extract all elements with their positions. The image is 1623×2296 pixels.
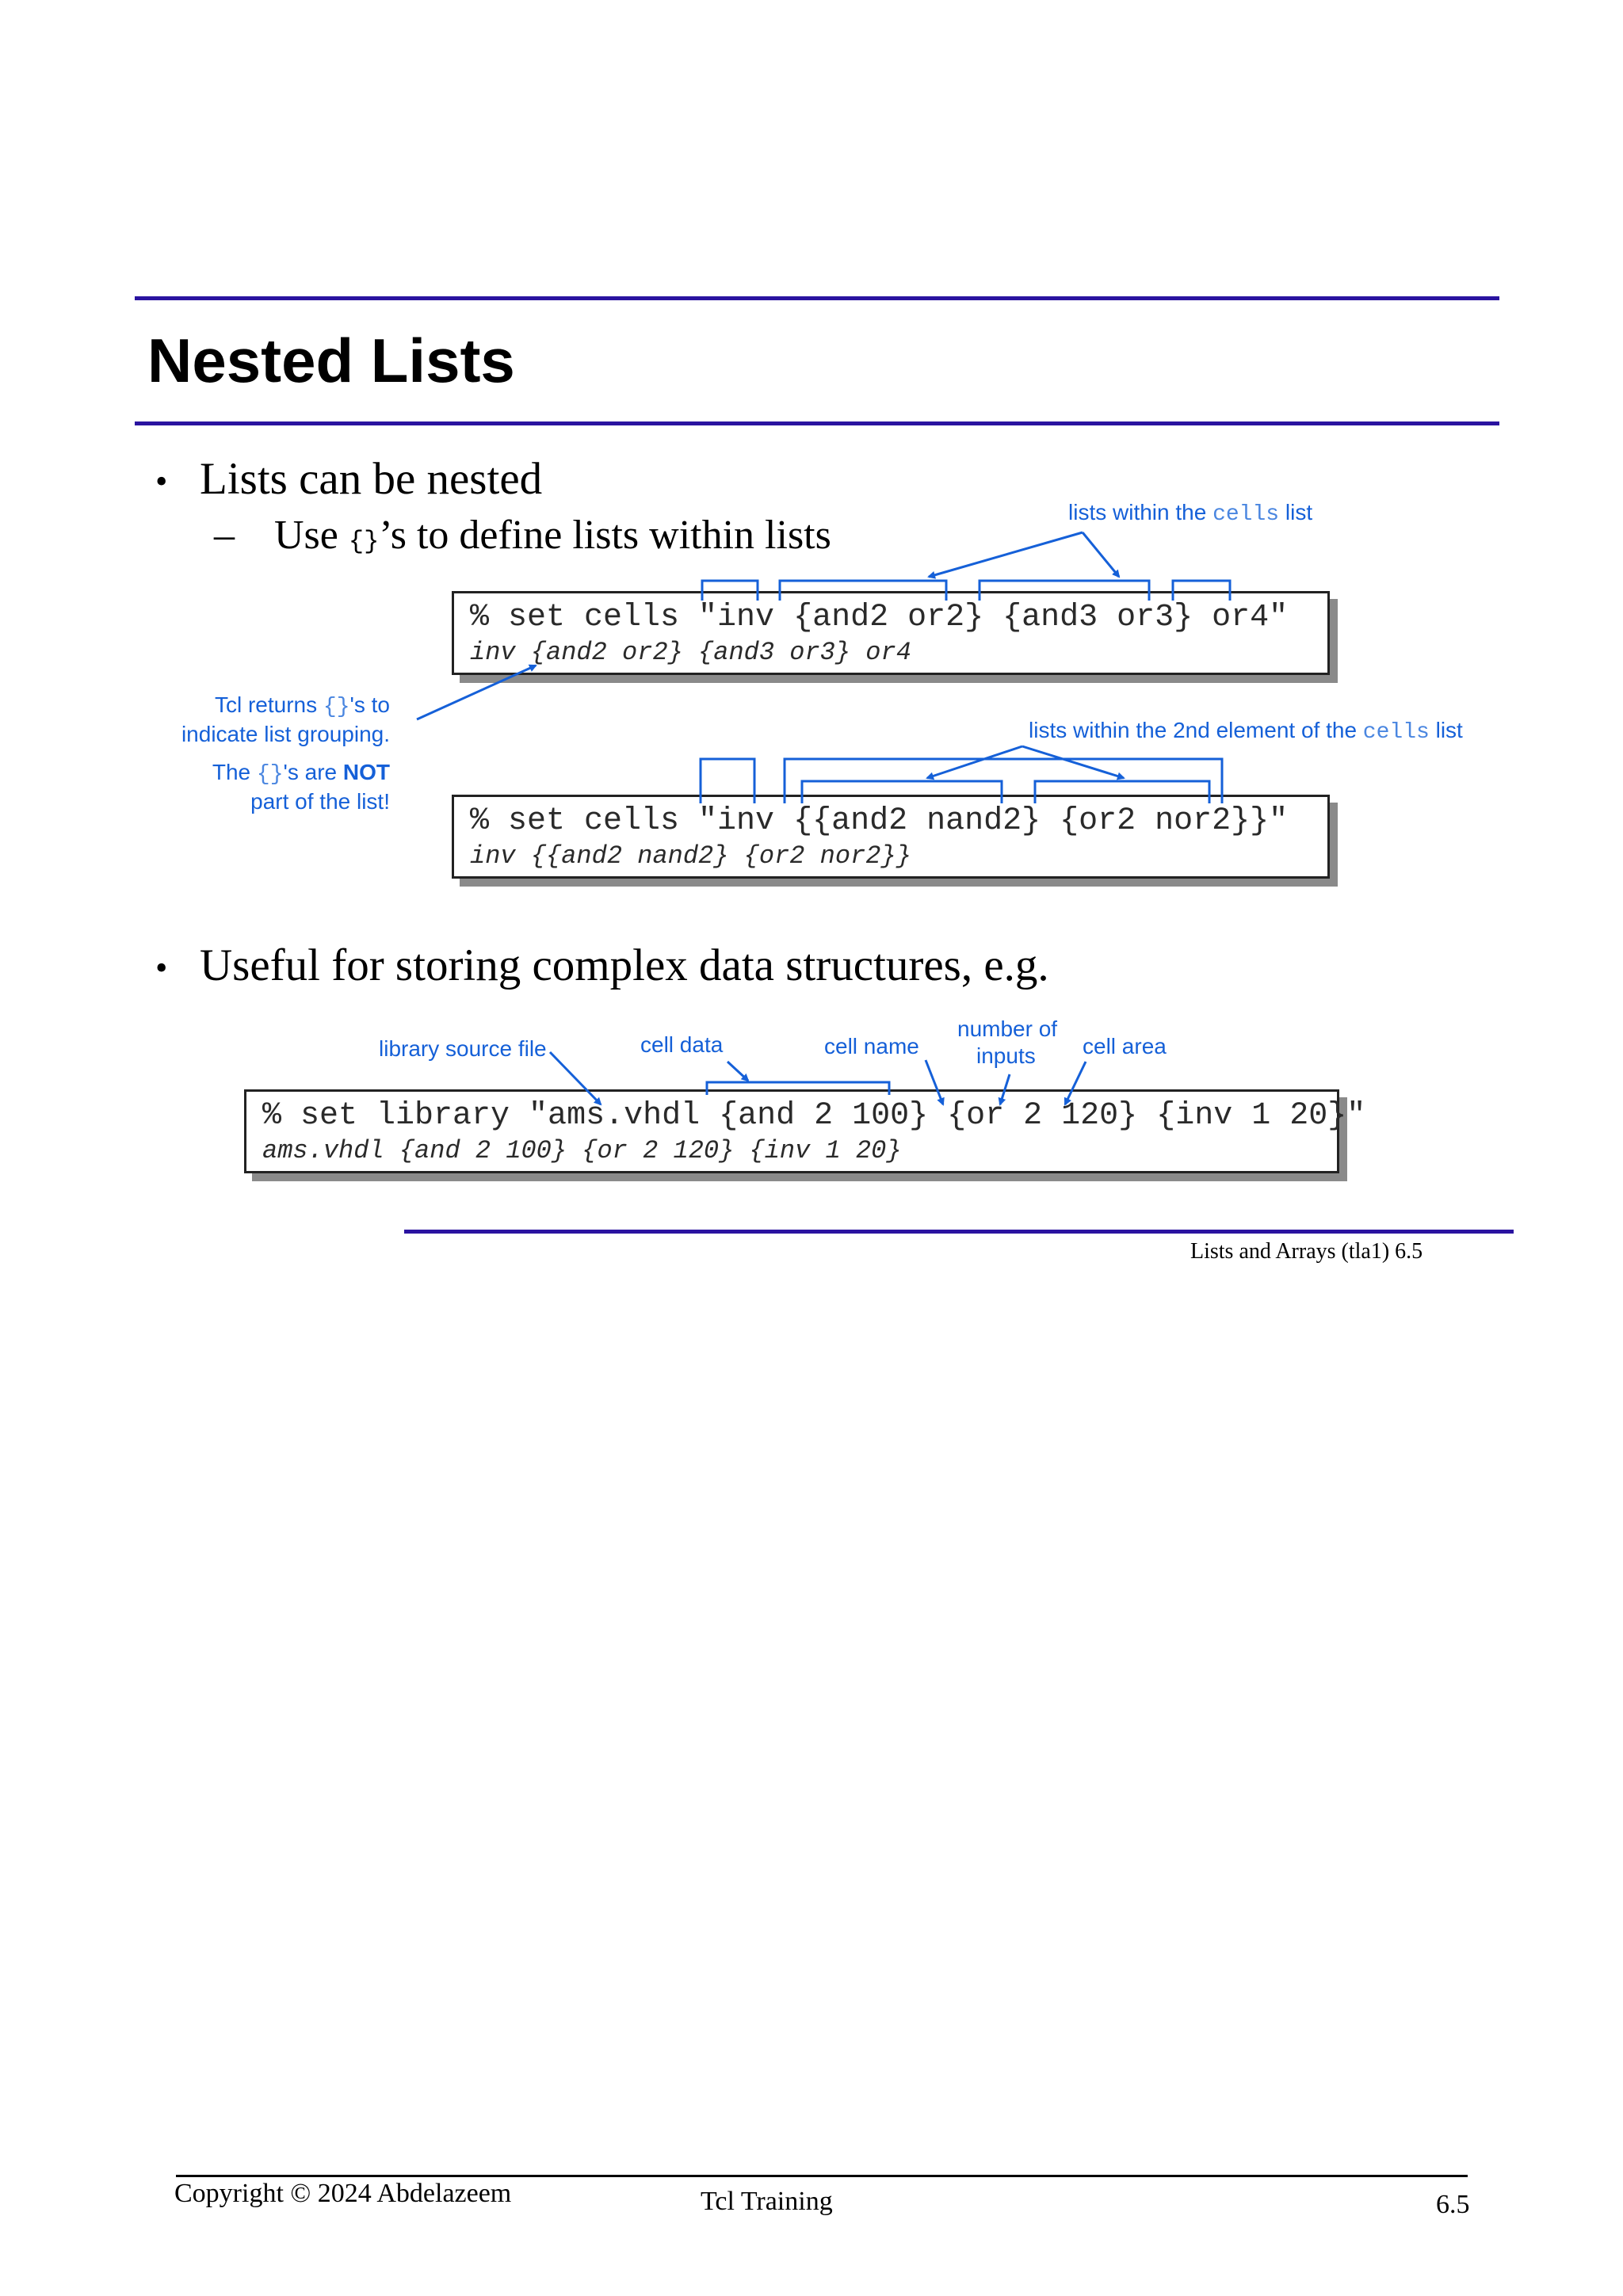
bracket-1-and3or3 bbox=[980, 581, 1149, 601]
bullet-glyph-2: • bbox=[155, 948, 168, 987]
bracket-2-inv bbox=[701, 759, 754, 803]
annotation-lists-within-post: list bbox=[1279, 500, 1313, 524]
annotation-tcl-returns-code: {} bbox=[323, 695, 350, 719]
code-box-2-output: inv {{and2 nand2} {or2 nor2}} bbox=[470, 841, 911, 871]
sub-bullet-dash: – bbox=[214, 513, 235, 558]
annotation-second-code: cells bbox=[1362, 720, 1430, 745]
annotation-the-post: 's are bbox=[283, 760, 343, 784]
page-footer-rule bbox=[176, 2175, 1468, 2177]
code-box-1-command: % set cells "inv {and2 or2} {and3 or3} or4" bbox=[470, 600, 1289, 635]
footer-page-number: 6.5 bbox=[1436, 2190, 1470, 2219]
annotation-part-of: part of the list! bbox=[250, 789, 390, 814]
bracket-cell-data bbox=[707, 1082, 889, 1095]
annotation-inputs: inputs bbox=[976, 1043, 1036, 1068]
arrow-tcl-returns bbox=[417, 666, 536, 719]
code-box-2-command: % set cells "inv {{and2 nand2} {or2 nor2}}" bbox=[470, 803, 1289, 839]
annotation-cell-area: cell area bbox=[1083, 1034, 1167, 1058]
arrow-cell-name bbox=[926, 1060, 943, 1104]
annotation-library-source-file: library source file bbox=[379, 1036, 547, 1061]
annotation-number-of: number of bbox=[957, 1016, 1058, 1041]
annotation-the-code: {} bbox=[256, 762, 284, 787]
annotation-tcl-returns-pre: Tcl returns bbox=[214, 692, 323, 717]
annotation-cell-data: cell data bbox=[640, 1032, 724, 1057]
annotation-not: NOT bbox=[342, 760, 390, 784]
annotation-lists-within-code: cells bbox=[1212, 502, 1280, 527]
bracket-1-or4 bbox=[1173, 581, 1230, 601]
annotation-lists-within-pre: lists within the bbox=[1068, 500, 1213, 524]
bullet-2-text: Useful for storing complex data structures, e.g. bbox=[200, 940, 1049, 990]
section-footer-rule bbox=[404, 1230, 1514, 1234]
arrow-lists-within-left bbox=[929, 532, 1083, 577]
code-box-1-output: inv {and2 or2} {and3 or3} or4 bbox=[470, 638, 911, 667]
sub-bullet-code: {} bbox=[348, 527, 380, 556]
bracket-2-and2nand2 bbox=[802, 781, 1002, 803]
annotation-second-post: list bbox=[1429, 718, 1463, 742]
bullet-glyph-1: • bbox=[155, 462, 168, 501]
annotation-cell-name: cell name bbox=[824, 1034, 919, 1058]
arrow-cell-data bbox=[727, 1062, 748, 1081]
bracket-1-inv bbox=[702, 581, 758, 601]
arrow-cell-area bbox=[1065, 1062, 1086, 1104]
bullet-1-text: Lists can be nested bbox=[200, 454, 543, 504]
arrow-second-left bbox=[927, 746, 1022, 778]
sub-bullet-post: ’s to define lists within lists bbox=[379, 513, 831, 558]
annotation-indicate: indicate list grouping. bbox=[181, 722, 390, 746]
arrow-library-source bbox=[550, 1052, 601, 1104]
section-footer-text: Lists and Arrays (tla1) 6.5 bbox=[1190, 1239, 1423, 1264]
annotation-the-pre: The bbox=[212, 760, 257, 784]
sub-bullet-pre: Use bbox=[274, 513, 349, 558]
bracket-1-and2or2 bbox=[780, 581, 946, 601]
slide-title: Nested Lists bbox=[147, 326, 515, 395]
arrow-lists-within-right bbox=[1083, 532, 1119, 577]
bracket-2-or2nor2 bbox=[1035, 781, 1209, 803]
footer-course: Tcl Training bbox=[701, 2187, 833, 2216]
code-box-3-command: % set library "ams.vhdl {and 2 100} {or 2 120} {inv 1 20}" bbox=[262, 1098, 1366, 1134]
annotation-second-pre: lists within the 2nd element of the bbox=[1029, 718, 1363, 742]
footer-copyright: Copyright © 2024 Abdelazeem bbox=[174, 2179, 512, 2208]
annotation-tcl-returns-post: 's to bbox=[349, 692, 390, 717]
arrow-number-of-inputs bbox=[1000, 1074, 1010, 1104]
arrow-second-right bbox=[1022, 746, 1124, 778]
code-box-3-output: ams.vhdl {and 2 100} {or 2 120} {inv 1 20} bbox=[262, 1136, 902, 1165]
